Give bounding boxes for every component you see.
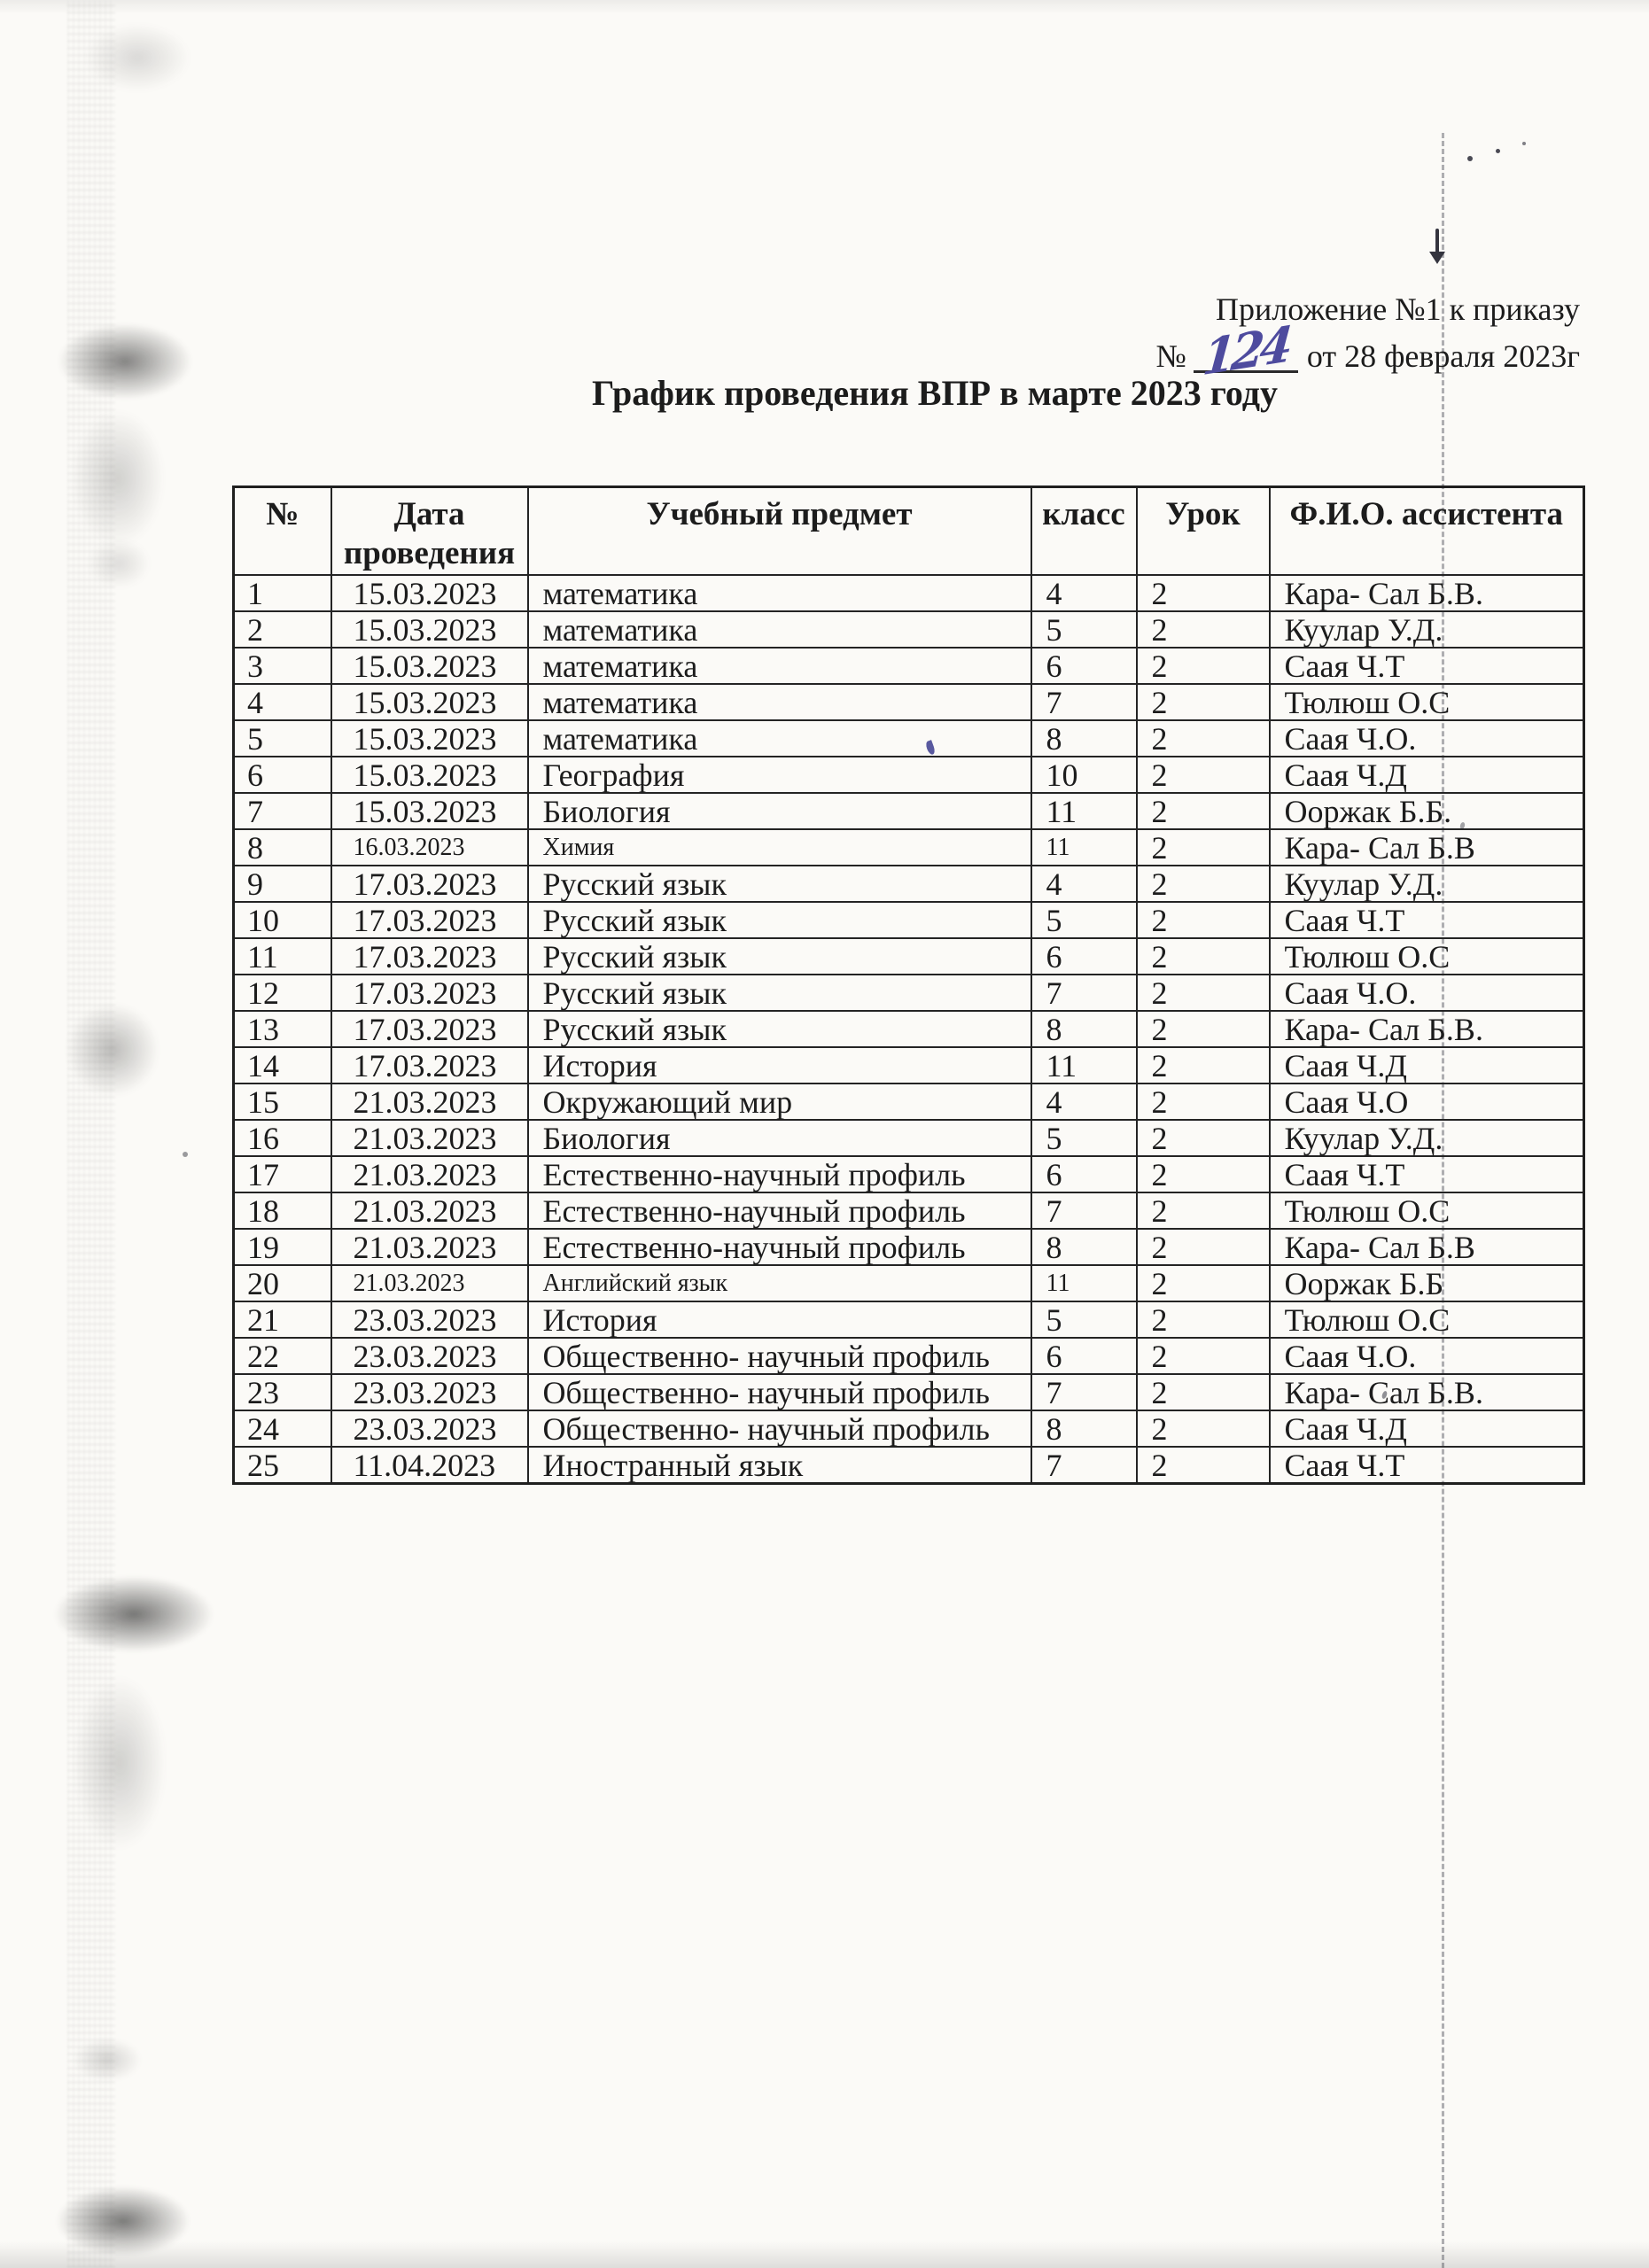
cell-num: 16 [234,1120,331,1156]
cell-subject: Химия [528,829,1031,866]
handwritten-number-underline [1194,315,1298,387]
ink-speck [183,1152,188,1157]
cell-grade: 7 [1031,684,1137,720]
cell-subject: Естественно-научный профиль [528,1229,1031,1265]
cell-num: 12 [234,975,331,1011]
cell-lesson: 2 [1137,1192,1270,1229]
cell-date: 21.03.2023 [331,1084,528,1120]
table-row [234,829,1584,866]
cell-grade: 6 [1031,1156,1137,1192]
cell-assistant: Саая Ч.Т [1270,1156,1584,1192]
cell-date: 17.03.2023 [331,1047,528,1084]
cell-grade: 8 [1031,1410,1137,1447]
cell-date: 21.03.2023 [331,1120,528,1156]
cell-assistant: Кара- Сал Б.В. [1270,1374,1584,1410]
cell-num: 15 [234,1084,331,1120]
cell-lesson: 2 [1137,866,1270,902]
column-header-0: № [234,487,331,576]
cell-date: 15.03.2023 [331,575,528,611]
cell-grade: 11 [1031,1047,1137,1084]
down-arrow-icon [1429,252,1445,264]
cell-subject: Русский язык [528,866,1031,902]
cell-date: 17.03.2023 [331,938,528,975]
cell-num: 6 [234,757,331,793]
cell-num: 11 [234,938,331,975]
cell-assistant: Саая Ч.Т [1270,902,1584,938]
column-header-5: Ф.И.О. ассистента [1270,487,1584,576]
cell-lesson: 2 [1137,720,1270,757]
table-row [234,720,1584,757]
cell-lesson: 2 [1137,1447,1270,1484]
cell-subject: математика [528,575,1031,611]
cell-date: 15.03.2023 [331,757,528,793]
table-row [234,1265,1584,1301]
cell-lesson: 2 [1137,902,1270,938]
cell-lesson: 2 [1137,1374,1270,1410]
cell-num: 4 [234,684,331,720]
cell-num: 24 [234,1410,331,1447]
cell-assistant: Тюлюш О.С [1270,938,1584,975]
cell-num: 2 [234,611,331,648]
schedule-table [232,485,1585,1485]
scan-top-shadow [0,0,1649,14]
cell-date: 23.03.2023 [331,1338,528,1374]
cell-lesson: 2 [1137,648,1270,684]
cell-grade: 7 [1031,1447,1137,1484]
table-row [234,1410,1584,1447]
table-row [234,1338,1584,1374]
appendix-line1: Приложение №1 к приказу [1216,291,1580,327]
cell-subject: математика [528,684,1031,720]
cell-grade: 6 [1031,938,1137,975]
table-row [234,1447,1584,1484]
ink-speck [1522,142,1526,145]
cell-grade: 4 [1031,1084,1137,1120]
table-row [234,1120,1584,1156]
cell-date: 21.03.2023 [331,1192,528,1229]
cell-num: 21 [234,1301,331,1338]
cell-num: 8 [234,829,331,866]
table-row [234,575,1584,611]
scan-bottom-shadow [0,2241,1649,2268]
cell-assistant: Саая Ч.О. [1270,1338,1584,1374]
cell-subject: Общественно- научный профиль [528,1410,1031,1447]
cell-grade: 4 [1031,866,1137,902]
table-row [234,1084,1584,1120]
cell-lesson: 2 [1137,1338,1270,1374]
column-header-1: Дата проведения [331,487,528,576]
cell-assistant: Кара- Сал Б.В. [1270,1011,1584,1047]
schedule-table-body [234,575,1584,1484]
scan-smudge [62,9,213,106]
cell-assistant: Саая Ч.Д [1270,1410,1584,1447]
cell-grade: 11 [1031,1265,1137,1301]
cell-lesson: 2 [1137,1229,1270,1265]
cell-assistant: Саая Ч.О. [1270,720,1584,757]
cell-subject: математика [528,648,1031,684]
cell-num: 13 [234,1011,331,1047]
cell-subject: математика [528,720,1031,757]
cell-subject: Окружающий мир [528,1084,1031,1120]
cell-subject: История [528,1301,1031,1338]
table-row [234,1156,1584,1192]
table-row [234,938,1584,975]
cell-subject: География [528,757,1031,793]
cell-num: 5 [234,720,331,757]
cell-num: 18 [234,1192,331,1229]
cell-grade: 11 [1031,829,1137,866]
cell-assistant: Саая Ч.О [1270,1084,1584,1120]
cell-num: 14 [234,1047,331,1084]
cell-num: 7 [234,793,331,829]
cell-assistant: Саая Ч.Д [1270,757,1584,793]
table-row [234,648,1584,684]
cell-num: 25 [234,1447,331,1484]
cell-lesson: 2 [1137,757,1270,793]
cell-date: 21.03.2023 [331,1156,528,1192]
scan-smudge [74,528,163,599]
cell-grade: 5 [1031,902,1137,938]
cell-lesson: 2 [1137,1120,1270,1156]
cell-grade: 6 [1031,1338,1137,1374]
cell-date: 21.03.2023 [331,1229,528,1265]
table-row [234,1229,1584,1265]
appendix-line2-rest: от 28 февраля 2023г [1306,338,1580,374]
cell-lesson: 2 [1137,1047,1270,1084]
cell-date: 17.03.2023 [331,1011,528,1047]
cell-subject: Естественно-научный профиль [528,1192,1031,1229]
cell-assistant: Кара- Сал Б.В [1270,1229,1584,1265]
cell-subject: Биология [528,793,1031,829]
table-row [234,1011,1584,1047]
cell-num: 22 [234,1338,331,1374]
cell-subject: Биология [528,1120,1031,1156]
cell-subject: Русский язык [528,975,1031,1011]
cell-grade: 8 [1031,1011,1137,1047]
cell-subject: История [528,1047,1031,1084]
cell-lesson: 2 [1137,829,1270,866]
cell-subject: Общественно- научный профиль [528,1338,1031,1374]
order-number-prefix: № [1155,338,1186,374]
cell-grade: 8 [1031,1229,1137,1265]
cell-assistant: Куулар У.Д. [1270,1120,1584,1156]
cell-assistant: Куулар У.Д. [1270,866,1584,902]
cell-lesson: 2 [1137,938,1270,975]
cell-date: 23.03.2023 [331,1301,528,1338]
cell-grade: 5 [1031,1301,1137,1338]
cell-lesson: 2 [1137,975,1270,1011]
cell-subject: Английский язык [528,1265,1031,1301]
cell-grade: 8 [1031,720,1137,757]
page-title: График проведения ВПР в марте 2023 году [592,373,1278,413]
ink-speck [1496,149,1500,153]
cell-date: 15.03.2023 [331,720,528,757]
cell-lesson: 2 [1137,1301,1270,1338]
cell-assistant: Тюлюш О.С [1270,1301,1584,1338]
appendix-line2 [1155,315,1580,387]
cell-subject: Общественно- научный профиль [528,1374,1031,1410]
cell-lesson: 2 [1137,1156,1270,1192]
cell-assistant: Саая Ч.Д [1270,1047,1584,1084]
cell-grade: 11 [1031,793,1137,829]
cell-lesson: 2 [1137,793,1270,829]
cell-assistant: Саая Ч.О. [1270,975,1584,1011]
cell-num: 3 [234,648,331,684]
cell-assistant: Ооржак Б.Б. [1270,793,1584,829]
cell-grade: 5 [1031,1120,1137,1156]
handwritten-order-number: 124 [1200,315,1291,387]
cell-date: 21.03.2023 [331,1265,528,1301]
cell-num: 17 [234,1156,331,1192]
cell-date: 17.03.2023 [331,975,528,1011]
cell-assistant: Тюлюш О.С [1270,1192,1584,1229]
cell-num: 9 [234,866,331,902]
cell-num: 10 [234,902,331,938]
cell-subject: Русский язык [528,938,1031,975]
cell-subject: математика [528,611,1031,648]
cell-date: 15.03.2023 [331,793,528,829]
table-row [234,902,1584,938]
table-row [234,684,1584,720]
cell-lesson: 2 [1137,684,1270,720]
column-header-4: Урок [1137,487,1270,576]
cell-num: 23 [234,1374,331,1410]
cell-subject: Иностранный язык [528,1447,1031,1484]
appendix-header [1155,289,1580,387]
cell-grade: 7 [1031,1374,1137,1410]
cell-grade: 4 [1031,575,1137,611]
scan-smudge [58,2029,156,2091]
cell-date: 15.03.2023 [331,648,528,684]
table-row [234,866,1584,902]
table-row [234,1374,1584,1410]
cell-assistant: Кара- Сал Б.В [1270,829,1584,866]
cell-subject: Естественно-научный профиль [528,1156,1031,1192]
cell-num: 19 [234,1229,331,1265]
scan-smudge [46,983,179,1116]
cell-assistant: Саая Ч.Т [1270,648,1584,684]
cell-date: 15.03.2023 [331,684,528,720]
cell-grade: 7 [1031,975,1137,1011]
cell-grade: 5 [1031,611,1137,648]
cell-subject: Русский язык [528,902,1031,938]
cell-lesson: 2 [1137,611,1270,648]
scan-smudge [53,1639,186,1887]
cell-grade: 7 [1031,1192,1137,1229]
header-row [234,487,1584,576]
cell-date: 15.03.2023 [331,611,528,648]
cell-lesson: 2 [1137,1265,1270,1301]
cell-date: 16.03.2023 [331,829,528,866]
cell-lesson: 2 [1137,575,1270,611]
cell-assistant: Саая Ч.Т [1270,1447,1584,1484]
cell-date: 11.04.2023 [331,1447,528,1484]
cell-lesson: 2 [1137,1011,1270,1047]
cell-date: 17.03.2023 [331,902,528,938]
cell-assistant: Куулар У.Д. [1270,611,1584,648]
cell-date: 23.03.2023 [331,1410,528,1447]
cell-num: 20 [234,1265,331,1301]
cell-lesson: 2 [1137,1410,1270,1447]
cell-assistant: Кара- Сал Б.В. [1270,575,1584,611]
cell-lesson: 2 [1137,1084,1270,1120]
table-row [234,757,1584,793]
table-row [234,611,1584,648]
table-row [234,793,1584,829]
table-row [234,1047,1584,1084]
table-row [234,1192,1584,1229]
schedule-table-head [234,487,1584,576]
cell-grade: 6 [1031,648,1137,684]
cell-date: 23.03.2023 [331,1374,528,1410]
table-row [234,1301,1584,1338]
ink-speck [1467,156,1473,161]
cell-assistant: Ооржак Б.Б [1270,1265,1584,1301]
cell-date: 17.03.2023 [331,866,528,902]
cell-grade: 10 [1031,757,1137,793]
cell-num: 1 [234,575,331,611]
column-header-3: класс [1031,487,1137,576]
column-header-2: Учебный предмет [528,487,1031,576]
table-row [234,975,1584,1011]
cell-subject: Русский язык [528,1011,1031,1047]
cell-assistant: Тюлюш О.С [1270,684,1584,720]
